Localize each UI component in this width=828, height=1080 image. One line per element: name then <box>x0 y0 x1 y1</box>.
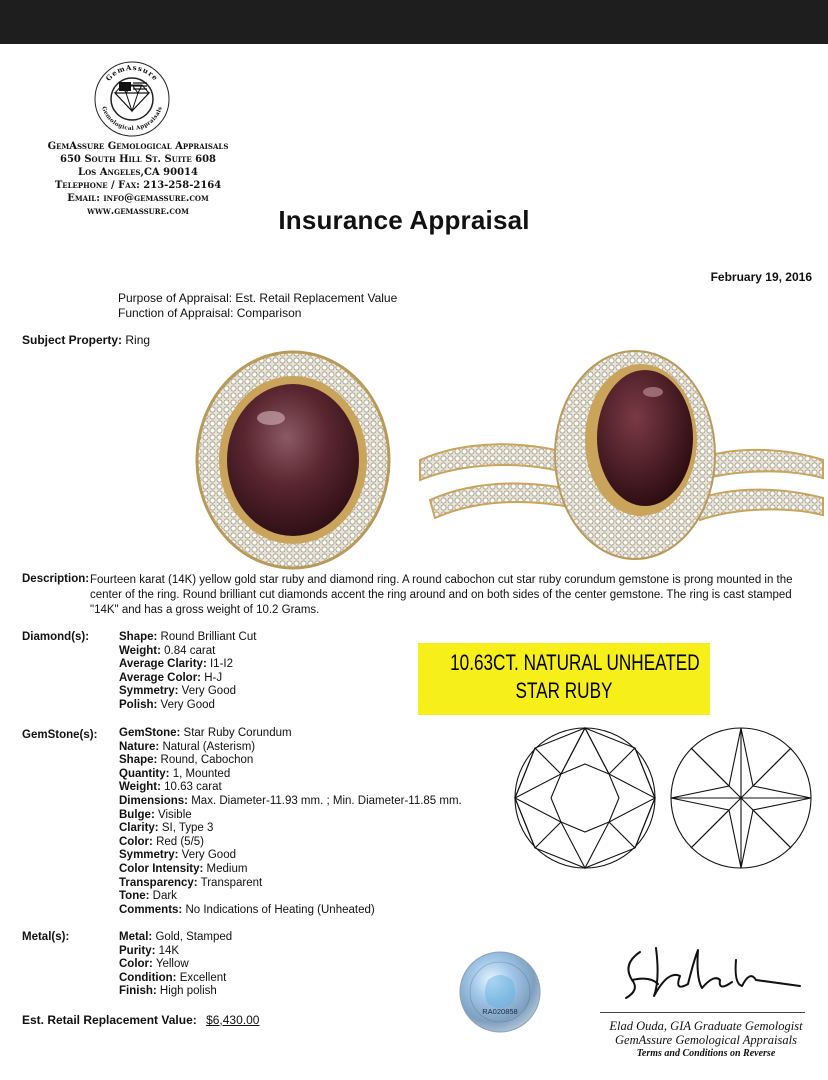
terms-note: Terms and Conditions on Reverse <box>636 1048 776 1059</box>
function-line: Function of Appraisal: Comparison <box>118 306 302 320</box>
signature-line <box>600 1012 805 1013</box>
star-ruby-callout <box>418 643 710 715</box>
signer-organization: GemAssure Gemological Appraisals <box>615 1033 797 1047</box>
gemstones-label: GemStone(s): <box>22 729 98 741</box>
gem-comments-row: Comments: No Indications of Heating (Unheated) <box>119 903 375 916</box>
facet-diagrams <box>513 724 813 872</box>
description-label: Description: <box>22 573 90 585</box>
gem-color-intensity-row: Color Intensity: Medium <box>119 862 248 875</box>
metal-color-row: Color: Yellow <box>119 958 189 971</box>
metal-purity-row: Purity: 14K <box>119 944 180 957</box>
seal-top-text: GemAssure <box>103 62 161 83</box>
diamonds-details <box>119 631 256 713</box>
signer-name: Elad Ouda, GIA Graduate Gemologist <box>609 1019 803 1033</box>
subject-label: Subject Property: <box>22 333 123 347</box>
gem-transparency-row: Transparency: Transparent <box>119 876 263 889</box>
metal-details <box>119 931 232 999</box>
gemassure-seal-logo <box>93 60 171 138</box>
gem-bulge-row: Bulge: Visible <box>119 808 192 821</box>
subject-value: Ring <box>125 333 151 347</box>
retail-value <box>22 1013 259 1027</box>
signature-mark <box>610 940 810 1006</box>
gem-weight-row: Weight: 10.63 carat <box>119 781 222 794</box>
hologram-seal-icon <box>458 950 542 1034</box>
diamond-shape-row: Shape: Round Brilliant Cut <box>119 631 257 643</box>
company-email: Email: info@gemassure.com <box>67 193 209 204</box>
gem-clarity-row: Clarity: SI, Type 3 <box>119 822 214 835</box>
signer-block <box>596 1019 816 1061</box>
diamond-symmetry-row: Symmetry: Very Good <box>119 685 236 698</box>
subject-property <box>22 333 150 347</box>
metals-label: Metal(s): <box>22 931 70 943</box>
retail-value-amount: $6,430.00 <box>206 1013 260 1027</box>
gem-tone-row: Tone: Dark <box>119 890 177 903</box>
diamond-color-row: Average Color: H-J <box>119 671 223 684</box>
diamond-polish-row: Polish: Very Good <box>119 698 215 711</box>
purpose-line: Purpose of Appraisal: Est. Retail Replacement Value <box>118 291 398 305</box>
gem-nature-row: Nature: Natural (Asterism) <box>119 740 256 753</box>
diamonds-label: Diamond(s): <box>22 631 90 643</box>
callout-line-2: STAR RUBY <box>515 678 613 703</box>
company-phone: Telephone / Fax: 213-258-2164 <box>54 180 222 191</box>
gem-color-row: Color: Red (5/5) <box>119 835 204 848</box>
company-name: GemAssure Gemological Appraisals <box>47 141 229 152</box>
gemstone-details <box>119 727 462 917</box>
seal-bottom-text: Gemological Appraisals <box>100 105 164 133</box>
company-address-1: 650 South Hill St. Suite 608 <box>59 154 217 165</box>
hologram-code: RA020858 <box>482 1007 518 1016</box>
gem-shape-row: Shape: Round, Cabochon <box>119 754 254 767</box>
gem-dimensions-row: Dimensions: Max. Diameter-11.93 mm. ; Min. Diameter-11.85 mm. <box>119 794 462 807</box>
gem-symmetry-row: Symmetry: Very Good <box>119 849 236 862</box>
description-text: Fourteen karat (14K) yellow gold star ruby and diamond ring. A round cabochon cut star ruby corundum gemstone is prong mounted in the center of the ring. Round brilliant cut diamonds accent the ring around and on both sides of the center gemstone. The ring is cast stamped "14K" and has a gross weight of 10.2 Grams. <box>90 574 793 616</box>
diamond-clarity-row: Average Clarity: I1-I2 <box>119 658 233 671</box>
gem-name-row: GemStone: Star Ruby Corundum <box>119 727 292 739</box>
crown-diagram <box>515 728 655 868</box>
gem-quantity-row: Quantity: 1, Mounted <box>119 767 231 780</box>
metal-finish-row: Finish: High polish <box>119 985 217 998</box>
purpose-block <box>118 291 397 321</box>
metal-type-row: Metal: Gold, Stamped <box>119 931 233 943</box>
pavilion-diagram <box>671 728 811 868</box>
retail-value-label: Est. Retail Replacement Value: <box>22 1013 197 1027</box>
metal-condition-row: Condition: Excellent <box>119 971 227 984</box>
top-dark-band <box>0 0 828 44</box>
company-website: www.gemassure.com <box>87 206 189 217</box>
company-address-2: Los Angeles,CA 90014 <box>78 167 198 178</box>
document-title: Insurance Appraisal <box>278 205 530 235</box>
callout-line-1: 10.63CT. NATURAL UNHEATED <box>450 650 700 675</box>
diamond-weight-row: Weight: 0.84 carat <box>119 644 216 657</box>
ring-photograph <box>195 350 825 572</box>
appraisal-date: February 19, 2016 <box>710 270 812 284</box>
